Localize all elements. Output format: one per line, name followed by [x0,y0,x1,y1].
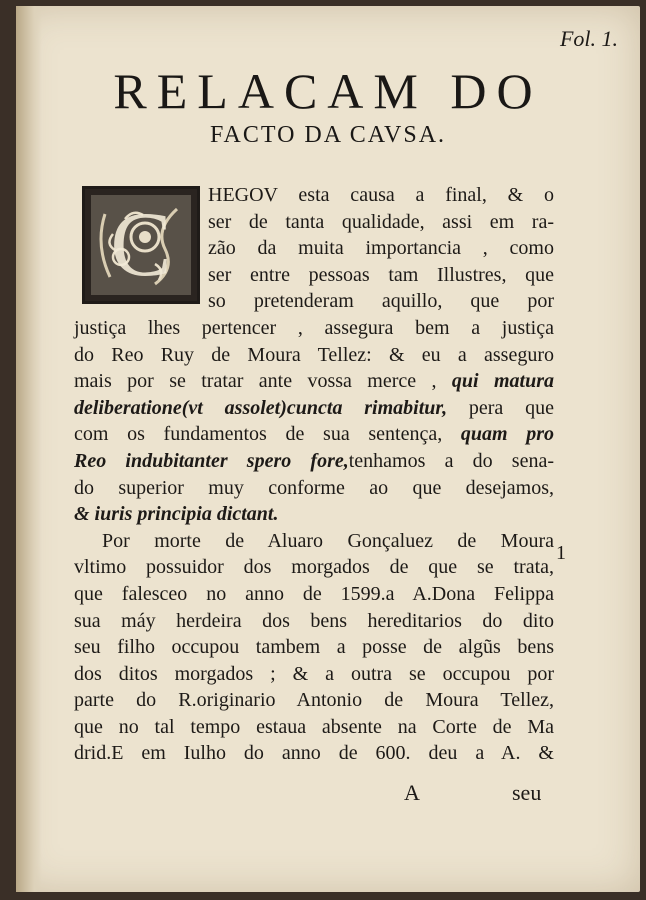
text-line: do Reo Ruy de Moura Tellez: & eu a asseguro [74,343,554,366]
signature-mark: A [404,780,420,805]
page-subtitle: FACTO DA CAVSA. [209,122,447,148]
text-line: so pretenderam aquillo, que por [208,290,554,313]
latin-quote: Reo indubitanter spero fore, [74,449,349,472]
text-line [74,421,554,448]
text-run: pera que [447,396,554,419]
text-line: que falesceo no anno de 1599.a A.Dona Felippa [74,582,554,605]
catchword: seu [512,780,542,805]
text-line: dos ditos morgados ; & a outra se occupou por [74,662,554,685]
latin-quote-line: & iuris principia dictant. [74,503,279,526]
book-page [16,6,640,892]
text-line: HEGOV esta causa a final, & o [208,184,554,206]
folio-number: Fol. 1. [559,26,618,51]
text-line: ser de tanta qualidade, assi em ra- [208,210,554,233]
latin-quote: deliberatione(vt assolet)cuncta rimabitur, [74,396,448,419]
text-run: tenhamos a do sena- [348,449,554,472]
margin-note: 1 [556,542,566,564]
text-line: drid.E em Iulho do anno de 600. deu a A. & [74,742,554,765]
text-line: do superior muy conforme ao que desejamos, [74,476,554,499]
page-title: RELACAM DO [113,63,543,119]
text-line: que no tal tempo estaua absente na Corte de Ma [74,715,554,738]
text-line: ser entre pessoas tam Illustres, que [208,263,554,286]
text-line: seu filho occupou tambem a posse de algũs bens [74,636,554,659]
body-text [74,182,554,767]
text-run: com os fundamentos de sua sentença, [74,423,461,446]
text-line [74,395,554,422]
latin-quote: qui matura [451,370,554,393]
drop-cap-letter: C [110,193,172,295]
text-line: vltimo possuidor dos morgados de que se trata, [74,556,554,579]
text-run: mais por se tratar ante vossa merce , [74,370,452,393]
text-line [74,368,554,395]
text-line: justiça lhes pertencer , assegura bem a justiça [74,316,554,339]
latin-quote: quam pro [460,423,554,446]
text-line: parte do R.originario Antonio de Moura Tellez, [74,689,554,712]
text-line: sua máy herdeira dos bens hereditarios do dito [74,609,554,632]
paragraph-opening [74,182,554,315]
text-line: Por morte de Aluaro Gonçaluez de Moura [102,529,554,552]
text-line [74,448,554,475]
text-line: zão da muita importancia , como [208,237,554,260]
